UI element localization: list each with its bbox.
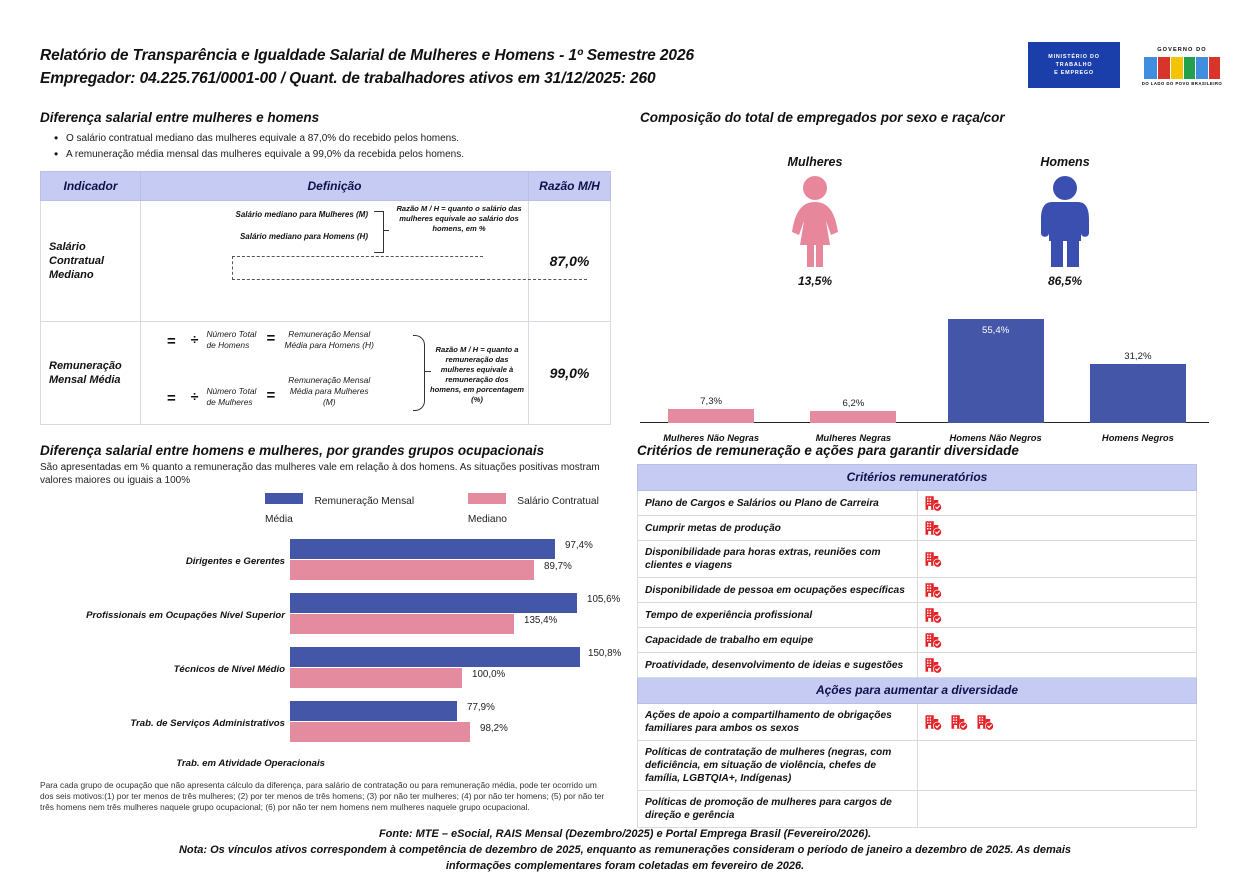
footer-note-line1: Nota: Os vínculos ativos correspondem à competência de dezembro de 2025, enquanto as remunerações consideram o período de janeiro a dezembro de 2025. As demais	[178, 844, 1072, 856]
bar-rect-1	[810, 411, 896, 423]
table-row	[41, 201, 611, 322]
bar-group	[782, 398, 924, 423]
legend-item-salary	[468, 491, 638, 527]
mte-line1: MINISTÉRIO DO	[1048, 54, 1100, 60]
bar-group-operacionais	[40, 753, 638, 773]
list-item: • A remuneração média mensal das mulheres equivale a 99,0% da recebida pelos homens.	[54, 147, 610, 163]
bar-category-0: Mulheres Não Negras	[663, 432, 760, 443]
occ-category-3: Trab. de Serviços Administrativos	[130, 717, 285, 729]
ratio-explanation-salary: Razão M / H = quanto o salário das mulheres equivale ao salário dos homens, em %	[396, 204, 522, 233]
report-footer	[0, 826, 1250, 874]
footer-note-line2: informações complementares foram coletadas em fevereiro de 2026.	[445, 860, 805, 872]
occupational-section	[40, 443, 638, 813]
indicator-table	[40, 171, 611, 425]
criteria-label-6: Proatividade, desenvolvimento de ideias e sugestões	[638, 653, 918, 678]
company-check-icon	[924, 581, 942, 599]
col-razao: Razão M/H	[529, 172, 611, 201]
criteria-label-1: Cumprir metas de produção	[638, 516, 918, 541]
bar-pink-value-2: 100,0%	[472, 669, 506, 680]
bar-group-administrativos	[40, 701, 638, 745]
legend-label-remuneration: Remuneração Mensal Média	[265, 496, 415, 525]
mte-line2: TRABALHO	[1055, 62, 1093, 68]
indicator-label-remuneration: Remuneração Mensal Média	[41, 322, 141, 425]
mte-line3: E EMPREGO	[1054, 70, 1094, 76]
table-header-row	[41, 172, 611, 201]
women-percentage: 13,5%	[797, 274, 833, 288]
criteria-label-3: Disponibilidade de pessoa em ocupações específicas	[638, 578, 918, 603]
median-wage-women-label: Salário mediano para Mulheres (M)	[235, 210, 368, 219]
bar-category-1: Mulheres Negras	[815, 432, 892, 443]
company-check-icon	[924, 550, 942, 568]
company-check-icon	[976, 713, 994, 731]
col-definicao: Definição	[141, 172, 529, 201]
brasil-wordmark	[1144, 55, 1220, 79]
bar-group-dirigentes	[40, 539, 638, 583]
bar-rect-0	[668, 409, 754, 423]
action-label-2: Políticas de promoção de mulheres para cargos de direção e gerência	[638, 791, 918, 828]
table-row	[638, 628, 1197, 653]
criteria-title: Critérios de remuneração e ações para garantir diversidade	[637, 443, 1019, 458]
action-label-0: Ações de apoio a compartilhamento de obrigações familiares para ambos os sexos	[638, 704, 918, 741]
criteria-icons-0	[917, 491, 1197, 516]
bar-category-3: Homens Negros	[1101, 432, 1174, 443]
table-row	[638, 541, 1197, 578]
criteria-header-row	[638, 465, 1197, 491]
women-pictogram-block	[750, 155, 880, 288]
bar-blue-3	[290, 701, 457, 721]
men-label: Homens	[1040, 155, 1090, 169]
logo-group	[1028, 42, 1232, 90]
bar-pink-value-3: 98,2%	[480, 723, 508, 734]
criteria-icons-6	[917, 653, 1197, 678]
bar-pink-value-0: 89,7%	[544, 561, 572, 572]
table-row	[638, 578, 1197, 603]
criteria-icons-2	[917, 541, 1197, 578]
bar-category-2: Homens Não Negros	[949, 432, 1042, 443]
report-title-line2: Empregador: 04.225.761/0001-00 / Quant. de trabalhadores ativos em 31/12/2025: 260	[40, 70, 656, 87]
bar-blue-value-2: 150,8%	[588, 648, 622, 659]
legend-item-remuneration	[265, 491, 442, 527]
definition-cell-salary	[141, 201, 529, 322]
company-check-icon	[924, 631, 942, 649]
median-wage-men-label: Salário mediano para Homens (H)	[239, 232, 368, 241]
women-label: Mulheres	[787, 155, 843, 169]
table-row	[638, 704, 1197, 741]
indicator-label-salary: Salário Contratual Mediano	[41, 201, 141, 322]
woman-icon	[785, 175, 845, 267]
criteria-label-4: Tempo de experiência profissional	[638, 603, 918, 628]
divide-sign-2: ÷	[190, 388, 199, 404]
company-check-icon	[924, 713, 942, 731]
bar-group	[1067, 351, 1209, 423]
report-title-line1: Relatório de Transparência e Igualdade Salarial de Mulheres e Homens - 1º Semestre 2026	[40, 47, 694, 64]
action-icons-1	[917, 741, 1197, 791]
man-icon	[1035, 175, 1095, 267]
men-count-label: Número Total de Homens	[206, 329, 257, 350]
action-icons-0	[917, 704, 1197, 741]
men-pictogram-block	[1000, 155, 1130, 288]
wage-gap-section	[40, 110, 610, 425]
bar-rect-3	[1090, 364, 1186, 423]
ministry-of-labour-logo	[1028, 42, 1120, 88]
equals-sign: =	[167, 333, 176, 350]
occ-category-2: Técnicos de Nível Médio	[173, 663, 285, 675]
occ-category-0: Dirigentes e Gerentes	[185, 555, 285, 567]
ratio-value-salary: 87,0%	[529, 201, 611, 322]
footer-source: Fonte: MTE – eSocial, RAIS Mensal (Dezembro/2025) e Portal Emprega Brasil (Fevereiro/2026).	[378, 828, 872, 840]
action-icons-2	[917, 791, 1197, 828]
wage-gap-bullets	[54, 131, 610, 163]
equals-sign-3: =	[167, 390, 176, 407]
table-row	[638, 491, 1197, 516]
bar-blue-value-3: 77,9%	[467, 702, 495, 713]
occupational-note: Para cada grupo de ocupação que não apresenta cálculo da diferença, para salário de contratação ou para remuneração média, pode ter ocorrido um dos seis motivos:(1) por ter menos de três mulheres; (2) por ter menos de três homens; (3) por não ter mulheres; (4) por não ter homens; (5) por não ter três homens nem três mulheres naquele grupo ocupacional; (6) por não ter nem homens nem mulheres naquele grupo ocupacional.	[40, 780, 605, 812]
table-row	[638, 653, 1197, 678]
occupational-subtitle: São apresentadas em % quanto a remuneração das mulheres vale em relação à dos homens. As situações positivas mostram valores maiores ou iguais a 100%	[40, 462, 600, 486]
composition-title: Composição do total de empregados por sexo e raça/cor	[640, 110, 1005, 125]
bar-pink-0	[290, 560, 534, 580]
table-row	[638, 516, 1197, 541]
men-result-label: Remuneração Mensal Média para Homens (H)	[284, 329, 374, 350]
company-check-icon	[924, 494, 942, 512]
report-header	[40, 44, 1010, 90]
occ-category-4: Trab. em Atividade Operacionais	[176, 757, 325, 769]
gov-bottom-label: DO LADO DO POVO BRASILEIRO	[1141, 80, 1223, 86]
bar-rect-2	[948, 319, 1044, 423]
occupational-bar-chart	[40, 535, 638, 770]
legend-swatch-blue	[265, 493, 303, 504]
bar-group	[925, 319, 1067, 423]
criteria-header-label: Critérios remuneratórios	[638, 465, 1197, 491]
bar-blue-0	[290, 539, 555, 559]
table-row	[638, 741, 1197, 791]
criteria-section	[637, 443, 1197, 828]
gov-top-label: GOVERNO DO	[1157, 46, 1207, 53]
legend-label-salary: Salário Contratual Mediano	[467, 496, 599, 525]
men-percentage: 86,5%	[1047, 274, 1083, 288]
actions-header-row	[638, 678, 1197, 704]
occupational-title: Diferença salarial entre homens e mulheres, por grandes grupos ocupacionais	[40, 443, 545, 458]
equals-sign-2: =	[266, 330, 276, 347]
bar-group-tecnicos	[40, 647, 638, 691]
company-check-icon	[924, 656, 942, 674]
race-bar-chart	[640, 310, 1215, 445]
actions-header-label: Ações para aumentar a diversidade	[638, 678, 1197, 704]
ratio-explanation-remuneration: Razão M / H = quanto a remuneração das mulheres equivale à remuneração dos homens, em porcentagem (%)	[429, 345, 525, 404]
bar-value-3: 31,2%	[1124, 351, 1152, 362]
government-of-brazil-logo	[1132, 42, 1232, 90]
criteria-icons-5	[917, 628, 1197, 653]
company-check-icon	[924, 519, 942, 537]
criteria-icons-4	[917, 603, 1197, 628]
occupational-legend	[265, 491, 638, 527]
company-check-icon	[950, 713, 968, 731]
bar-value-0: 7,3%	[700, 396, 723, 407]
bar-blue-value-1: 105,6%	[587, 594, 621, 605]
ratio-value-remuneration: 99,0%	[529, 322, 611, 425]
bar-pink-2	[290, 668, 462, 688]
criteria-icons-3	[917, 578, 1197, 603]
women-count-label: Número Total de Mulheres	[206, 386, 257, 407]
wage-gap-title: Diferença salarial entre mulheres e homens	[40, 110, 320, 125]
occ-category-1: Profissionais em Ocupações Nível Superior	[86, 609, 285, 621]
list-item: • O salário contratual mediano das mulheres equivale a 87,0% do recebido pelos homens.	[54, 131, 610, 147]
bar-group	[640, 396, 782, 423]
action-label-1: Políticas de contratação de mulheres (negras, com deficiência, em situação de violência, chefes de família, LGBTQIA+, Indígenas)	[638, 741, 918, 791]
col-indicador: Indicador	[41, 172, 141, 201]
composition-section	[640, 110, 1215, 445]
table-row	[638, 603, 1197, 628]
bar-pink-3	[290, 722, 470, 742]
bar-blue-value-0: 97,4%	[565, 540, 593, 551]
bar-pink-1	[290, 614, 514, 634]
table-row	[41, 322, 611, 425]
table-row	[638, 791, 1197, 828]
women-result-label: Remuneração Mensal Média para Mulheres (M)	[288, 375, 371, 407]
equals-sign-4: =	[266, 387, 276, 404]
bar-group-profissionais	[40, 593, 638, 637]
criteria-icons-1	[917, 516, 1197, 541]
definition-cell-remuneration	[141, 322, 529, 425]
bar-pink-value-1: 135,4%	[524, 615, 558, 626]
legend-swatch-pink	[468, 493, 506, 504]
bar-value-2: 55,4%	[982, 325, 1010, 336]
criteria-label-0: Plano de Cargos e Salários ou Plano de Carreira	[638, 491, 918, 516]
bar-blue-1	[290, 593, 577, 613]
bar-blue-2	[290, 647, 580, 667]
criteria-label-5: Capacidade de trabalho em equipe	[638, 628, 918, 653]
criteria-table	[637, 464, 1197, 828]
divide-sign: ÷	[190, 331, 199, 347]
criteria-label-2: Disponibilidade para horas extras, reuniões com clientes e viagens	[638, 541, 918, 578]
company-check-icon	[924, 606, 942, 624]
bar-value-1: 6,2%	[842, 398, 865, 409]
